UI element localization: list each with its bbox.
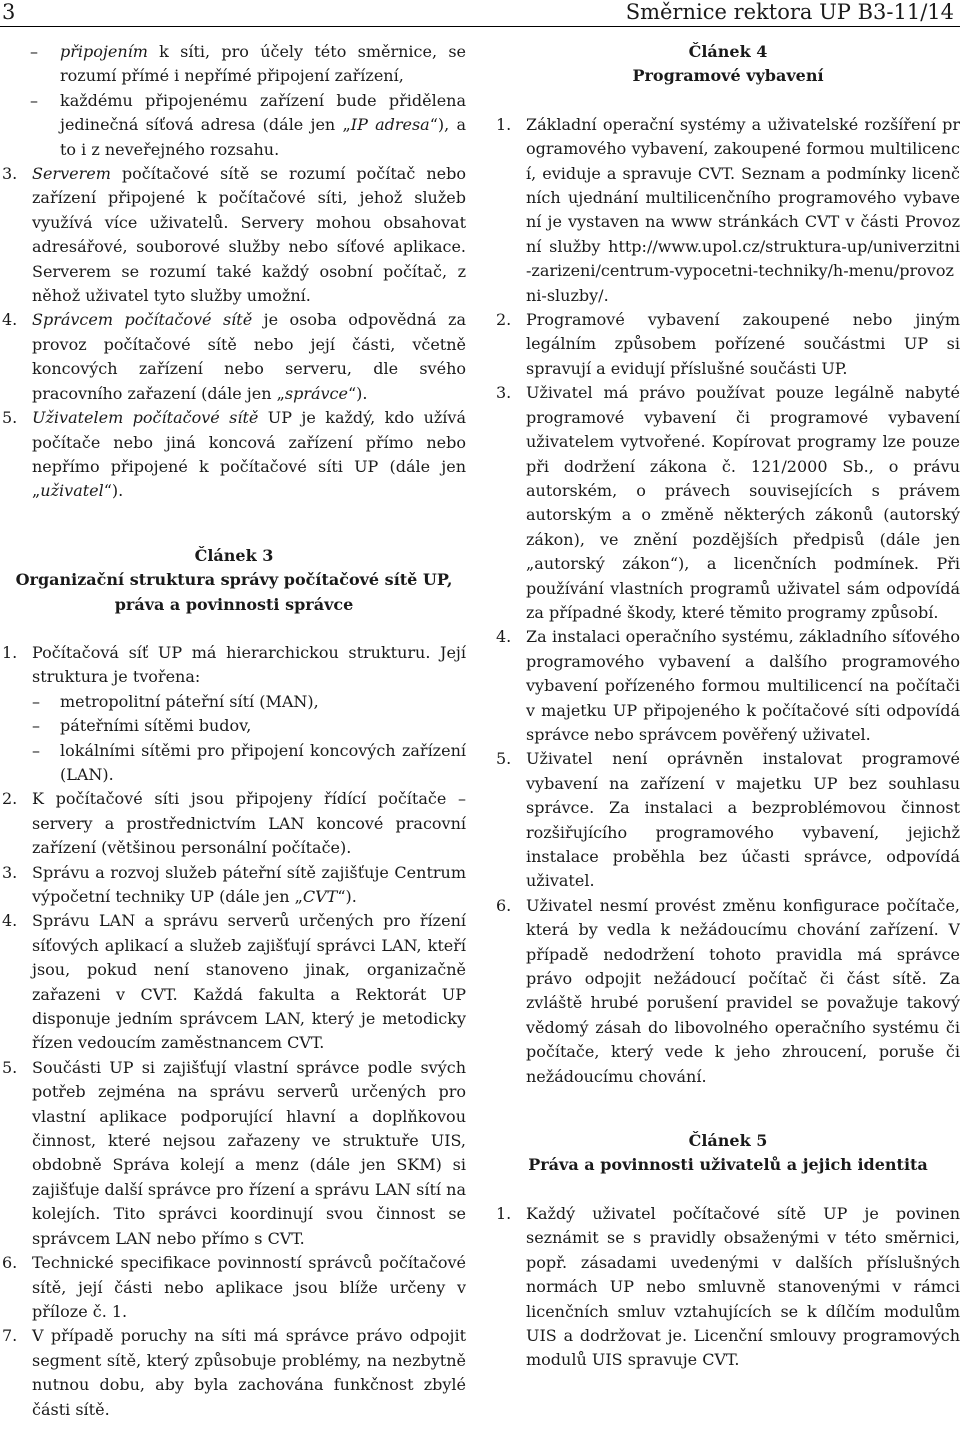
article-3-title: Článek 3 (194, 545, 274, 565)
paragraph-5: 5. Uživatelem počítačové sítě UP je každý, kdo užívá počítače nebo jiná koncová zařízení přímo nebo nepřímo připojené k počítačové síti UP (dále jen „uživatel“). (2, 408, 466, 501)
article-4-item-4: 4. Za instalaci operačního systému, základního síťového programového vybavení a dalšího programového vybavení pořízeného formou multilicencí na počítači v majetku UP připojeného k počítačové síti odpovídá správce nebo správcem pověřený uživatel. (496, 627, 960, 744)
paragraph-4: 4. Správcem počítačové sítě je osoba odpovědná za provoz počítačové sítě nebo její části, včetně koncových zařízení nebo serveru, dle svého pracovního zařazení (dále jen „správce“). (2, 310, 466, 403)
article-3-item-7: 7. V případě poruchy na síti má správce právo odpojit segment sítě, který způsobuje problémy, na nezbytně nutnou dobu, aby byla zachována funkčnost zbylé části sítě. (2, 1326, 466, 1419)
list-item: – lokálními sítěmi pro připojení koncových zařízení (LAN). (32, 740, 466, 784)
article-4-item-2: 2. Programové vybavení zakoupené nebo jiným legálním způsobem pořízené součástmi UP si spravují a evidují příslušné součásti UP. (496, 310, 960, 378)
article-5-subtitle: Práva a povinnosti uživatelů a jejich identita (528, 1155, 928, 1175)
article-4-item-5: 5. Uživatel není oprávněn instalovat programové vybavení na zařízení v majetku UP bez souhlasu správce. Za instalaci a bezproblémovou činnost rozšiřujícího programového vybavení, jejichž instalace proběhla bez účasti správce, odpovídá uživatel. (496, 749, 960, 891)
article-4-subtitle: Programové vybavení (632, 66, 824, 86)
page-number: 3 (2, 0, 16, 24)
list-item: – páteřními sítěmi budov, (32, 716, 252, 736)
article-4-item-1: 1. Základní operační systémy a uživatelské rozšíření programového vybavení, zakoupené formou multilicencí, eviduje a spravuje CVT. Seznam a podmínky licenčních ujednání multilicenčního programového vybavení je vystaven na www stránkách CVT v části Provozní služby http://www.upol.cz/struktura-up/univerzitni-zarizeni/centrum-vypocetni-techniky/h-menu/provozni-sluzby/. (496, 114, 960, 305)
article-3-item-4: 4. Správu LAN a správu serverů určených pro řízení síťových aplikací a služeb zajišťují správci LAN, kteří jsou, pokud není stanoveno jinak, organizačně zařazeni v CVT. Každá fakulta a Rektorát UP disponuje jedním správcem LAN, který je metodicky řízen vedoucím zaměstnancem CVT. (2, 911, 466, 1053)
article-3-item-3: 3. Správu a rozvoj služeb páteřní sítě zajišťuje Centrum výpočetní techniky UP (dále jen „CVT“). (2, 862, 466, 906)
list-item: – metropolitní páteřní sítí (MAN), (32, 691, 319, 711)
article-4-item-3: 3. Uživatel má právo používat pouze legálně nabyté programové vybavení či programové vybavení uživatelem vytvořené. Kopírovat programy lze pouze při dodržení zákona č. 121/2000 Sb., o právu autorském, o právech souvisejících s právem autorským a o změně některých zákonů (autorský zákon), ve znění pozdějších předpisů (dále jen „autorský zákon“), a licenčních podmínek. Při používání vlastních programů uživatel sám odpovídá za případné škody, které těmito programy způsobí. (496, 383, 960, 622)
list-item: – každému připojenému zařízení bude přidělena jedinečná síťová adresa (dále jen „IP adresa“), a to i z neveřejného rozsahu. (30, 90, 466, 159)
left-column (2, 40, 466, 1422)
article-3-subtitle: Organizační struktura správy počítačové sítě UP, práva a povinnosti správce (15, 570, 453, 614)
article-4-item-6: 6. Uživatel nesmí provést změnu konfigurace počítače, která by vedla k nežádoucímu chování zařízení. V případě nedodržení tohoto pravidla má správce právo odpojit nežádoucí počítač či část sítě. Za zvláště hrubé porušení pravidel se považuje takový vědomý zásah do libovolného operačního systému či počítače, který vede k jeho zhroucení, poruše či nežádoucímu chování. (496, 895, 960, 1086)
article-4-title: Článek 4 (688, 42, 768, 61)
running-title: Směrnice rektora UP B3-11/14 (625, 0, 954, 24)
article-3-item-5: 5. Součásti UP si zajišťují vlastní správce podle svých potřeb zejména na správu serverů určených pro vlastní aplikace podporující hlavní a doplňkovou činnost, které nejsou zařazeny ve struktuře UIS, obdobně Správa kolejí a menz (dále jen SKM) si zajišťuje další správce pro řízení a správu LAN sítí na kolejích. Tito správci koordinují svou činnost se správcem LAN nebo přímo s CVT. (2, 1057, 466, 1248)
article-3-item-6: 6. Technické specifikace povinností správců počítačové sítě, její části nebo aplikace jsou blíže určeny v příloze č. 1. (2, 1253, 466, 1321)
paragraph-3: 3. Serverem počítačové sítě se rozumí počítač nebo zařízení připojené k počítačové síti, jehož služeb využívá více uživatelů. Servery mohou obsahovat adresářové, souborové služby nebo síťové aplikace. Serverem se rozumí také každý osobní počítač, z něhož uživatel tyto služby umožní. (2, 164, 466, 306)
list-item: – připojením k síti, pro účely této směrnice, se rozumí přímé i nepřímé připojení zařízení, (30, 42, 466, 86)
page-header (0, 0, 960, 27)
article-3-item-1: 1. Počítačová síť UP má hierarchickou strukturu. Její struktura je tvořena: (2, 642, 466, 687)
article-5-item-1: 1. Každý uživatel počítačové sítě UP je povinen seznámit se s pravidly obsaženými v této směrnici, popř. zásadami uvedenými v dalších příslušných normách UP nebo smluvně stanovenými v rámci licenčních smluv vztahujících se k dílčím modulům UIS a dodržovat je. Licenční smlouvy programových modulů UIS spravuje CVT. (496, 1203, 960, 1370)
right-column (496, 40, 960, 1373)
article-5-title: Článek 5 (688, 1131, 768, 1151)
article-3-item-2: 2. K počítačové síti jsou připojeny řídící počítače – servery a prostřednictvím LAN koncové pracovní zařízení (většinou personální počítače). (2, 789, 466, 858)
